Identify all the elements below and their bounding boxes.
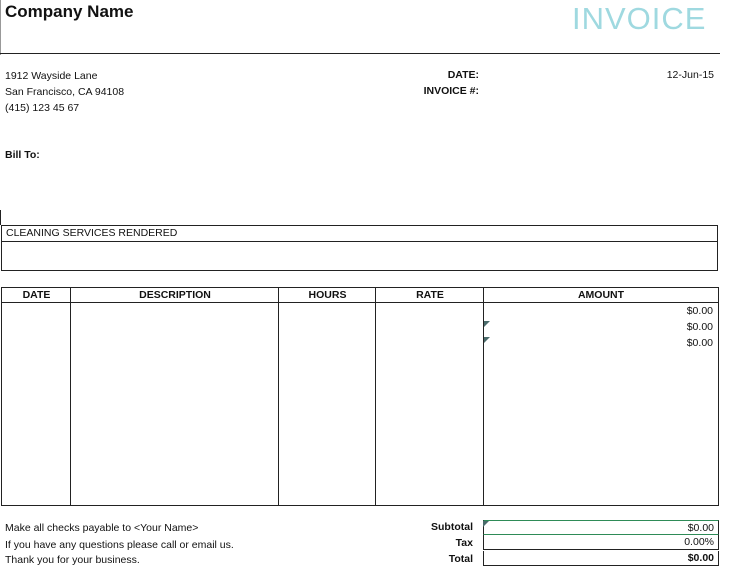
left-edge-line (0, 0, 1, 55)
comment-marker-icon (484, 321, 490, 327)
comment-marker-icon (483, 521, 489, 527)
header-divider (0, 53, 720, 54)
hours-column[interactable] (279, 288, 376, 505)
description-column[interactable] (71, 288, 279, 505)
total-label: Total (448, 553, 473, 565)
subtotal-value[interactable]: $0.00 (483, 520, 719, 535)
column-header-date: DATE (22, 289, 51, 301)
total-value: $0.00 (483, 551, 719, 566)
subtotal-label: Subtotal (431, 521, 473, 533)
column-header-description: DESCRIPTION (139, 289, 211, 301)
services-box (1, 225, 718, 271)
amount-cell[interactable]: $0.00 (686, 305, 713, 317)
column-header-rate: RATE (416, 289, 444, 301)
rate-column[interactable] (376, 288, 484, 505)
checks-payable-note: Make all checks payable to <Your Name> (5, 522, 199, 534)
address-line2: San Francisco, CA 94108 (5, 86, 125, 98)
services-title: CLEANING SERVICES RENDERED (2, 226, 717, 242)
items-table (1, 287, 719, 506)
questions-note: If you have any questions please call or email us. (5, 539, 234, 551)
amount-cell[interactable]: $0.00 (686, 337, 713, 349)
services-description-area[interactable] (2, 242, 717, 271)
date-value[interactable]: 12-Jun-15 (666, 69, 714, 81)
amount-cell[interactable]: $0.00 (686, 321, 713, 333)
invoice-number-label: INVOICE #: (423, 85, 479, 97)
date-label: DATE: (447, 69, 479, 81)
address-line1: 1912 Wayside Lane (5, 70, 98, 82)
tax-label: Tax (455, 537, 473, 549)
column-header-hours: HOURS (308, 289, 347, 301)
comment-marker-icon (484, 337, 490, 343)
invoice-title: INVOICE (572, 1, 707, 36)
tax-value[interactable]: 0.00% (483, 535, 719, 550)
date-column[interactable] (2, 288, 71, 505)
bill-to-label: Bill To: (5, 149, 40, 161)
thank-you-note: Thank you for your business. (5, 554, 140, 566)
company-name: Company Name (5, 2, 134, 21)
services-tick-line (0, 210, 1, 225)
column-header-amount: AMOUNT (577, 289, 625, 301)
phone-number: (415) 123 45 67 (5, 102, 80, 114)
